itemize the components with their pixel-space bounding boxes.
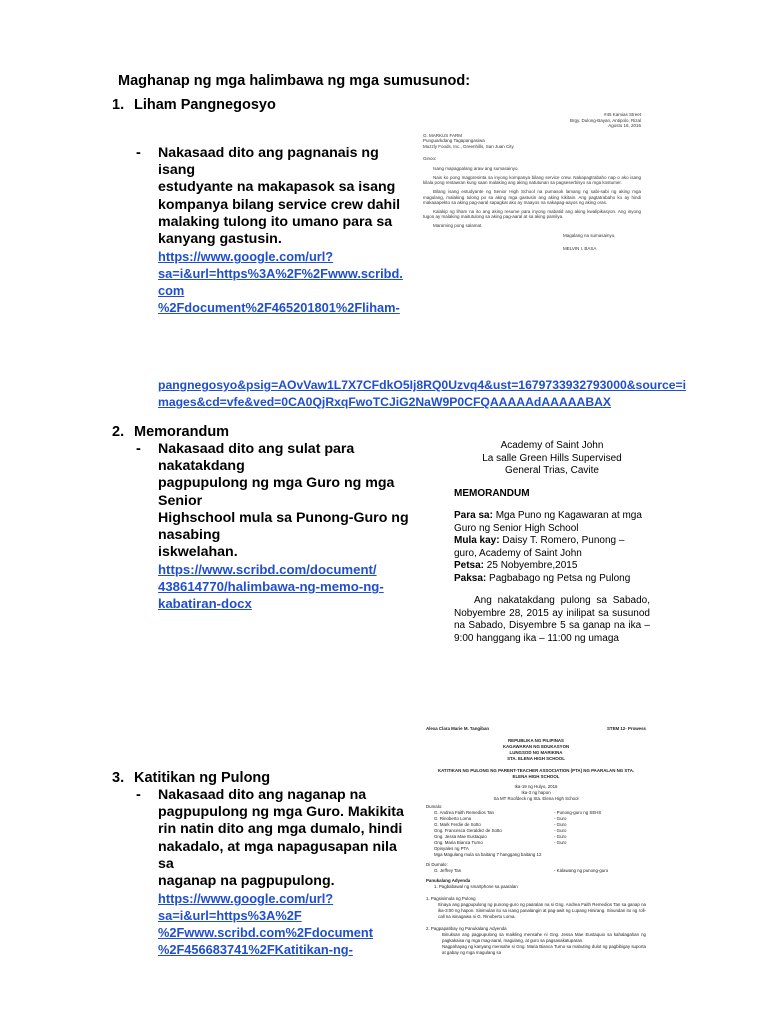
- memo-mula-value: Daisy T. Romero, Punong – guro, Academy of Saint John: [454, 535, 625, 559]
- section-2-link[interactable]: [158, 561, 423, 612]
- attendee-name: G. Rinoberto Loma: [434, 816, 472, 821]
- desc-line: Nakasaad dito ang pagnanais ng isang: [158, 145, 379, 179]
- memo-fields: [454, 510, 650, 585]
- minutes-absent: [426, 868, 646, 874]
- minutes-item-text: Binuksan ang pagpupulong sa maikling mensahe ni Gng. Jessa Mae Eustaquio sa kahalagahan ng pagkakaisa ng mga mag-aaral, magulang, at guro sa pagsasakatuparan.: [442, 932, 646, 943]
- attendee-role: - Guro: [554, 840, 567, 845]
- desc-line: malaking tulong ito umano para sa: [158, 213, 393, 230]
- link-line[interactable]: https://www.google.com/url?: [158, 249, 334, 265]
- link-line[interactable]: https://www.google.com/url?: [158, 891, 334, 907]
- minutes-header-line: STA. ELENA HIGH SCHOOL: [507, 756, 565, 761]
- section-2-title: [112, 424, 229, 440]
- minutes-item-text: Nagpahayag ng kanyang mensahe si Gng. Maria Bianca Turno sa mabuting dulot ng pagbibigay suporta at gabay ng mga magulang sa: [442, 944, 646, 955]
- section-1-description: [158, 145, 408, 248]
- section-1-title-text: Liham Pangnegosyo: [134, 97, 276, 113]
- memorandum-image: [448, 438, 654, 644]
- memo-mula-label: Mula kay:: [454, 535, 500, 546]
- minutes-date-line: Ika-3 ng hapon: [521, 790, 551, 795]
- letter-address: [423, 112, 641, 129]
- attendee-row: [434, 852, 646, 858]
- memo-header-line: Academy of Saint John: [500, 440, 604, 451]
- memo-petsa-value: 25 Nobyembre,2015: [484, 560, 578, 571]
- letter-recipient: [423, 133, 641, 150]
- desc-line: Highschool mula sa Punong-Guro ng nasabing: [158, 509, 409, 544]
- letter-paragraph: Isang mapagpalang araw ang sumasainyo.: [433, 166, 519, 172]
- link-line[interactable]: %2Fdocument%2F465201801%2Fliham-: [158, 300, 400, 316]
- attendee-name: G. Andrea Faith Remedios Tan: [434, 810, 494, 815]
- section-2-dash: -: [136, 441, 141, 457]
- section-1-number: 1.: [112, 97, 125, 113]
- letter-recipient-line: Muzzly Foods, Inc., Greenhills, San Juan City: [423, 143, 514, 149]
- section-1-link-continuation[interactable]: [158, 377, 758, 411]
- section-1-body: [158, 145, 408, 316]
- section-3-description: [158, 787, 408, 890]
- section-2-title-text: Memorandum: [134, 424, 230, 440]
- link-line[interactable]: %2F456683741%2FKatitikan-ng-: [158, 942, 353, 958]
- minutes-title: KATITIKAN NG PULONG NG PARENT-TEACHER ASSOCIATION (PTA) NG PAARALAN NG STA. ELENA HIGH SCHOOL: [437, 768, 635, 779]
- desc-line: kanyang gastusin.: [158, 231, 282, 248]
- minutes-date-line: Sa MT Roofdeck ng Sta. Elena High School: [493, 796, 579, 801]
- attendee-role: - Guro: [554, 822, 567, 827]
- desc-line: Nakasaad dito ang sulat para nakatakdang: [158, 441, 355, 475]
- section-3-dash: -: [136, 787, 141, 803]
- minutes-author-row: [426, 726, 646, 732]
- attendee-name: Mga Magulang mula sa baitang 7 hanggang baitang 12: [434, 852, 542, 857]
- minutes-date: [426, 784, 646, 802]
- link-line[interactable]: https://www.scribd.com/document/: [158, 562, 377, 578]
- absent-row: [434, 868, 646, 874]
- minutes-item-heading: 1. Pagsisimula ng Pulong: [426, 896, 476, 901]
- main-heading: Maghanap ng mga halimbawa ng mga sumusunod:: [118, 73, 471, 89]
- minutes-author: Alexa Clara Marie M. Tangiban: [426, 726, 490, 731]
- section-3-number: 3.: [112, 770, 125, 786]
- desc-line: estudyante na makapasok sa isang: [158, 179, 396, 196]
- minutes-date-line: Ika-19 ng Hulyo, 2016: [514, 784, 558, 789]
- section-2-body: [158, 441, 423, 612]
- section-3-body: [158, 787, 408, 958]
- attendee-role: - Guro: [554, 834, 567, 839]
- business-letter-image: [415, 106, 647, 318]
- section-3-title-text: Katitikan ng Pulong: [134, 770, 271, 786]
- absent-role: - Kalawang ng punong-guro: [554, 868, 609, 873]
- section-1-title: [112, 97, 276, 113]
- letter-closing: Magalang na sumasainyo,: [563, 232, 616, 238]
- attendee-name: Gng. Jessa Mae Eustaquio: [434, 834, 487, 839]
- minutes-agenda-item: 1. Pagbabawal ng smartphone sa paaralan: [434, 884, 518, 889]
- letter-address-line: Brgy. Dulong-Bayan, Antipolo, Rizal: [570, 117, 641, 123]
- minutes-header-line: KAGAWARAN NG EDUKASYON: [502, 744, 570, 749]
- letter-salutation: Ginoo:: [423, 155, 437, 161]
- letter-paragraph: Bilang isang estudyante ng Senior High School na pumasok lamang ng sabi-sabi ng aking mga magulang, malaking tulong po sa aking mga gastusin ang aking kikitain. Ang pagtatrabaho ko ay hindi makaaapekto sa aking pag-aaral sapagkat ako ay maayos na nakapag-aayos ng aking oras.: [423, 188, 641, 206]
- desc-line: Nakasaad dito ang naganap na: [158, 787, 367, 803]
- memo-body: Ang nakatakdang pulong sa Sabado, Nobyembre 28, 2015 ay inilipat sa susunod na Sabado, Disyembre 5 sa ganap na ika – 9:00 hanggang ika – 11:00 ng umaga: [454, 595, 650, 644]
- letter-address-line: #45 Kamias Street: [603, 112, 641, 117]
- section-2-number: 2.: [112, 424, 125, 440]
- attendee-role: - Punong-guro ng SEHS: [554, 810, 602, 815]
- minutes-di-dumalo-label: Di Dumalo:: [426, 862, 448, 867]
- desc-line: naganap na pagpupulong.: [158, 873, 335, 890]
- attendee-name: Gng. Maria Bianca Turno: [434, 840, 483, 845]
- memo-para-sa-label: Para sa:: [454, 510, 493, 521]
- memo-header-line: La salle Green Hills Supervised: [482, 452, 622, 464]
- meeting-minutes-image: [418, 722, 652, 1022]
- link-line[interactable]: mages&cd=vfe&ved=0CA0QjRxqFwoTCJiG2NaW9P0CFQAAAAAdAAAAABAX: [158, 395, 612, 409]
- link-line[interactable]: pangnegosyo&psig=AOvVaw1L7X7CFdkO5Ij8RQ0Uzvq4&ust=1679733932793000&source=i: [158, 378, 687, 392]
- minutes-dumalo-label: Dumalo:: [426, 804, 443, 809]
- memo-petsa-label: Petsa:: [454, 560, 485, 571]
- attendee-role: - Guro: [554, 828, 567, 833]
- desc-line: kompanya bilang service crew dahil: [158, 196, 401, 213]
- section-3-title: [112, 770, 270, 786]
- minutes-header-line: REPUBLIKA NG PILIPINAS: [508, 738, 564, 743]
- link-line[interactable]: %2Fwww.scribd.com%2Fdocument: [158, 925, 373, 941]
- letter-paragraph: Maraming pong salamat.: [433, 222, 483, 228]
- link-line[interactable]: kabatiran-docx: [158, 596, 252, 612]
- memo-header-line: General Trias, Cavite: [505, 465, 599, 476]
- minutes-attendees: [426, 810, 646, 858]
- attendee-name: Gng. Francesca Geraldez de Sotto: [434, 828, 502, 833]
- memo-paksa-label: Paksa:: [454, 572, 487, 584]
- memo-header: [454, 440, 650, 478]
- minutes-item-text: Itinaya ang pagpupulong ng punong-guro ng paaralan na si Gng. Andrea Faith Remedios Tan sa ganap na ika-3:00 ng hapon. Sinimulan ito sa isang panalangin at pag-awit ng Lupang Hinirang. Sinundan ito ng roll-call na isinagawa ni G. Rinoberto Loma.: [438, 902, 646, 919]
- section-1-dash: -: [136, 145, 141, 161]
- memo-para-sa-value: Mga Puno ng Kagawaran at mga Guro ng Senior High School: [454, 510, 642, 534]
- desc-line: rin natin dito ang mga dumalo, hindi: [158, 821, 403, 838]
- minutes-header-line: LUNGSOD NG MARIKINA: [509, 750, 563, 755]
- desc-line: pagpupulong ng mga Guro. Makikita: [158, 804, 404, 821]
- letter-paragraph: Kalakip ng liham na ito ang aking resume para inyong mabatid ang aking kwalipikasyon. Ang inyong tugon ay malaking maitutulong sa aking pag-aaral at sa aking pamilya.: [423, 208, 641, 220]
- desc-line: pagpupulong ng mga Guro ng mga Senior: [158, 475, 395, 509]
- minutes-agenda-label: Panukalang Adyenda: [426, 878, 471, 883]
- link-line[interactable]: 438614770/halimbawa-ng-memo-ng-: [158, 579, 384, 595]
- letter-recipient-line: Punguarkdang Tagapangasiwa: [423, 138, 485, 144]
- link-line[interactable]: sa=i&url=https%3A%2F: [158, 908, 302, 924]
- desc-line: nakadalo, at mga napagusapan nila sa: [158, 838, 397, 872]
- minutes-strand: STEM 12- Prowess: [606, 726, 646, 731]
- letter-recipient-line: G. MARKUS FARM: [423, 132, 463, 138]
- link-line[interactable]: sa=i&url=https%3A%2F%2Fwww.scribd.com: [158, 266, 403, 299]
- absent-name: G. Jeffrey Tan: [434, 868, 462, 873]
- letter-paragraph: Nais ko pong magpresinta sa inyong kompanya bilang service crew. Nakapagtrabaho nap o ako isang kilala pong restawran kung saan malaking ang aking natutunan sa pagseserbisyo sa mga kostumer.: [423, 174, 641, 186]
- section-2-description: [158, 441, 423, 561]
- section-3-link[interactable]: [158, 890, 408, 958]
- minutes-header: [426, 738, 646, 762]
- attendee-role: - Guro: [554, 816, 567, 821]
- memo-paksa-value: Pagbabago ng Petsa ng Pulong: [486, 572, 631, 584]
- attendee-name: G. Mark Ferdie de Sotto: [434, 822, 481, 827]
- attendee-name: Opisyales ng PTA: [434, 846, 469, 851]
- letter-signature: MELVIN I. BASA: [563, 246, 597, 252]
- letter-address-line: Agosto 16, 2016: [608, 123, 641, 129]
- memo-title: MEMORANDUM: [454, 487, 530, 499]
- desc-line: iskwelahan.: [158, 544, 238, 561]
- minutes-item-heading: 2. Pagpapatibay ng Panukalang Adyenda: [426, 926, 507, 931]
- section-1-link[interactable]: [158, 248, 408, 316]
